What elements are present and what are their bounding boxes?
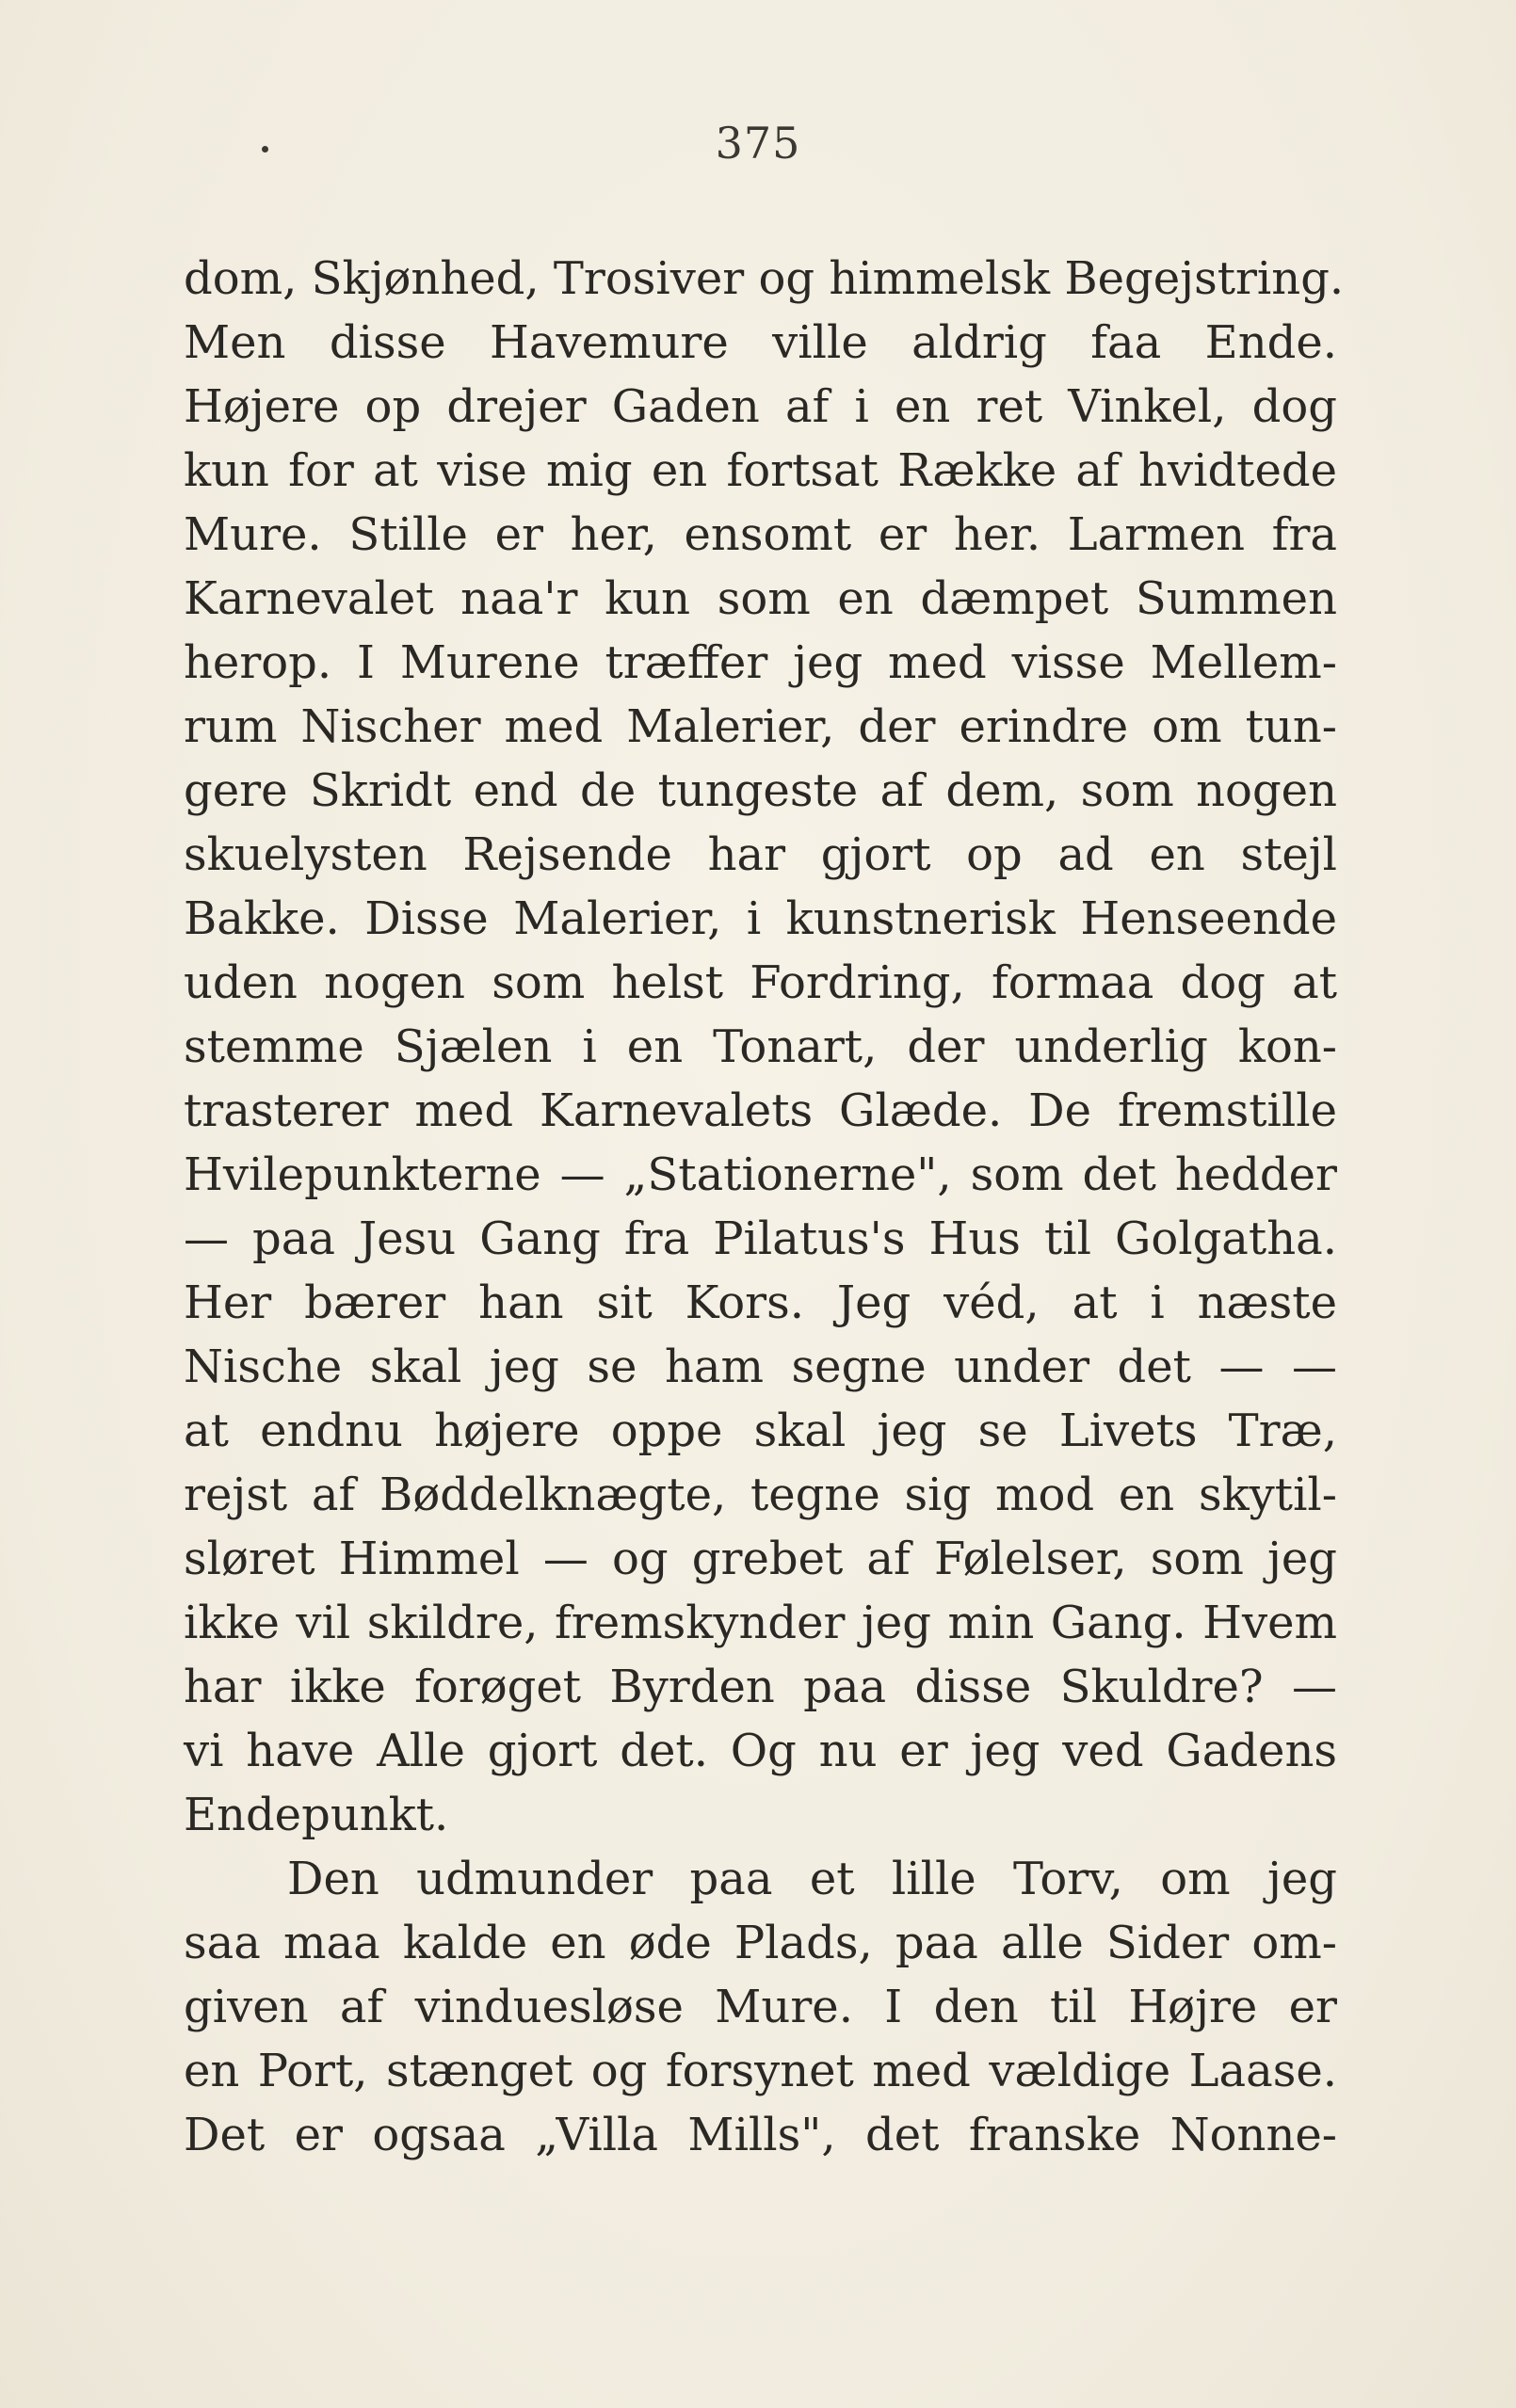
text-line: sløret Himmel — og grebet af Følelser, som jeg [184, 1533, 1337, 1585]
text-line: Karnevalet naa'r kun som en dæmpet Summen [184, 572, 1337, 625]
text-line: Højere op drejer Gaden af i en ret Vinkel, dog [184, 380, 1337, 433]
text-line: saa maa kalde en øde Plads, paa alle Sider om- [184, 1917, 1337, 1969]
paragraph-end-line: Endepunkt. [184, 1789, 449, 1841]
text-line: stemme Sjælen i en Tonart, der underlig kon- [184, 1020, 1337, 1073]
text-line: Men disse Havemure ville aldrig faa Ende. [184, 316, 1337, 369]
text-line: gere Skridt end de tungeste af dem, som nogen [184, 764, 1337, 817]
text-line: — paa Jesu Gang fra Pilatus's Hus til Golgatha. [184, 1212, 1337, 1265]
text-line: kun for at vise mig en fortsat Række af hvidtede [184, 444, 1337, 497]
text-line: herop. I Murene træffer jeg med visse Mellem- [184, 636, 1337, 689]
paragraph-start-line: Den udmunder paa et lille Torv, om jeg [287, 1853, 1337, 1905]
text-line: ikke vil skildre, fremskynder jeg min Gang. Hvem [184, 1597, 1337, 1649]
text-line: skuelysten Rejsende har gjort op ad en stejl [184, 828, 1337, 881]
text-line: uden nogen som helst Fordring, formaa dog at [184, 956, 1337, 1009]
body-text [184, 247, 1345, 2167]
text-line: Mure. Stille er her, ensomt er her. Larmen fra [184, 508, 1337, 561]
page-number: 375 [715, 118, 801, 169]
text-line: given af vinduesløse Mure. I den til Højre er [184, 1981, 1337, 2033]
text-line: trasterer med Karnevalets Glæde. De fremstille [184, 1084, 1337, 1137]
text-line: Her bærer han sit Kors. Jeg véd, at i næste [184, 1276, 1337, 1329]
text-line: Bakke. Disse Malerier, i kunstnerisk Henseende [184, 892, 1337, 945]
text-line: rum Nischer med Malerier, der erindre om tun- [184, 700, 1337, 753]
text-line: Det er ogsaa „Villa Mills", det franske Nonne- [184, 2109, 1337, 2161]
text-line: rejst af Bøddelknægte, tegne sig mod en skytil- [184, 1469, 1337, 1521]
text-line: Nische skal jeg se ham segne under det — — [184, 1340, 1337, 1393]
text-line: har ikke forøget Byrden paa disse Skuldre? — [184, 1661, 1337, 1713]
text-line: en Port, stænget og forsynet med vældige Laase. [184, 2045, 1337, 2097]
text-line: at endnu højere oppe skal jeg se Livets Træ, [184, 1405, 1337, 1457]
text-line: dom, Skjønhed, Trosiver og himmelsk Begejstring. [184, 252, 1345, 305]
text-line: Hvilepunkterne — „Stationerne", som det hedder [184, 1148, 1337, 1201]
text-line: vi have Alle gjort det. Og nu er jeg ved Gadens [184, 1725, 1337, 1777]
